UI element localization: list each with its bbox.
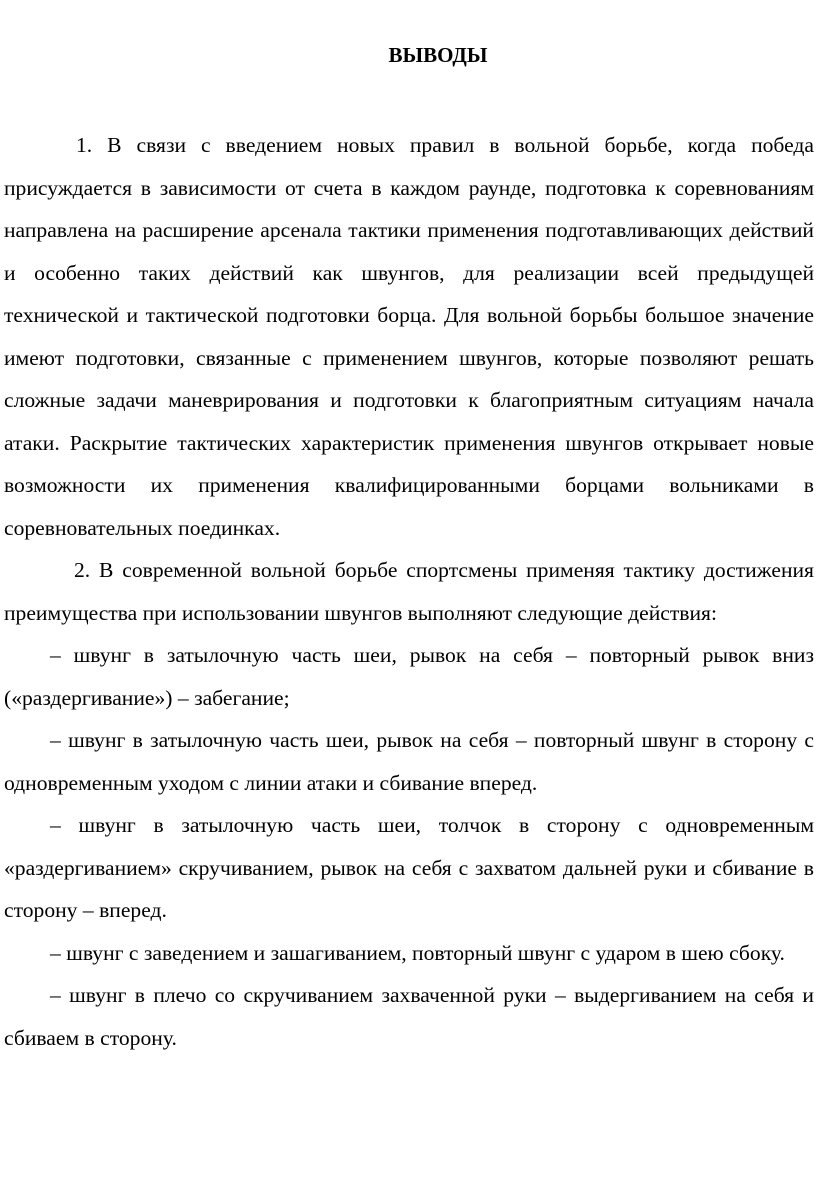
- list-item-4: – швунг с заведением и зашагиванием, повторный швунг с ударом в шею сбоку.: [50, 940, 785, 965]
- list-item-3: – швунг в затылочную часть шеи, толчок в сторону с одновременным «раздергиванием» скручиванием, рывок на себя с захватом дальней руки и сбивание в сторону – вперед.: [4, 813, 814, 922]
- document-body: [4, 124, 814, 1059]
- paragraph-1: 1. В связи с введением новых правил в вольной борьбе, когда победа присуждается в зависимости от счета в каждом раунде, подготовка к соревнованиям направлена на расширение арсенала тактики применения подготавливающих действий и особенно таких действий как швунгов, для реализации всей предыдущей технической и тактической подготовки борца. Для вольной борьбы большое значение имеют подготовки, связанные с применением швунгов, которые позволяют решать сложные задачи маневрирования и подготовки к благоприятным ситуациям начала атаки. Раскрытие тактических характеристик применения швунгов открывает новые возможности их применения квалифицированными борцами вольниками в соревновательных поединках.: [4, 133, 814, 540]
- paragraph-2: 2. В современной вольной борьбе спортсмены применяя тактику достижения преимущества при использовании швунгов выполняют следующие действия:: [4, 558, 814, 625]
- list-item-2: – швунг в затылочную часть шеи, рывок на себя – повторный швунг в сторону с одновременным уходом с линии атаки и сбивание вперед.: [4, 728, 814, 795]
- list-item-1: – швунг в затылочную часть шеи, рывок на себя – повторный рывок вниз («раздергивание») – забегание;: [4, 643, 814, 710]
- document-title: ВЫВОДЫ: [388, 43, 488, 67]
- list-item-5: – швунг в плечо со скручиванием захваченной руки – выдергиванием на себя и сбиваем в сторону.: [4, 983, 814, 1050]
